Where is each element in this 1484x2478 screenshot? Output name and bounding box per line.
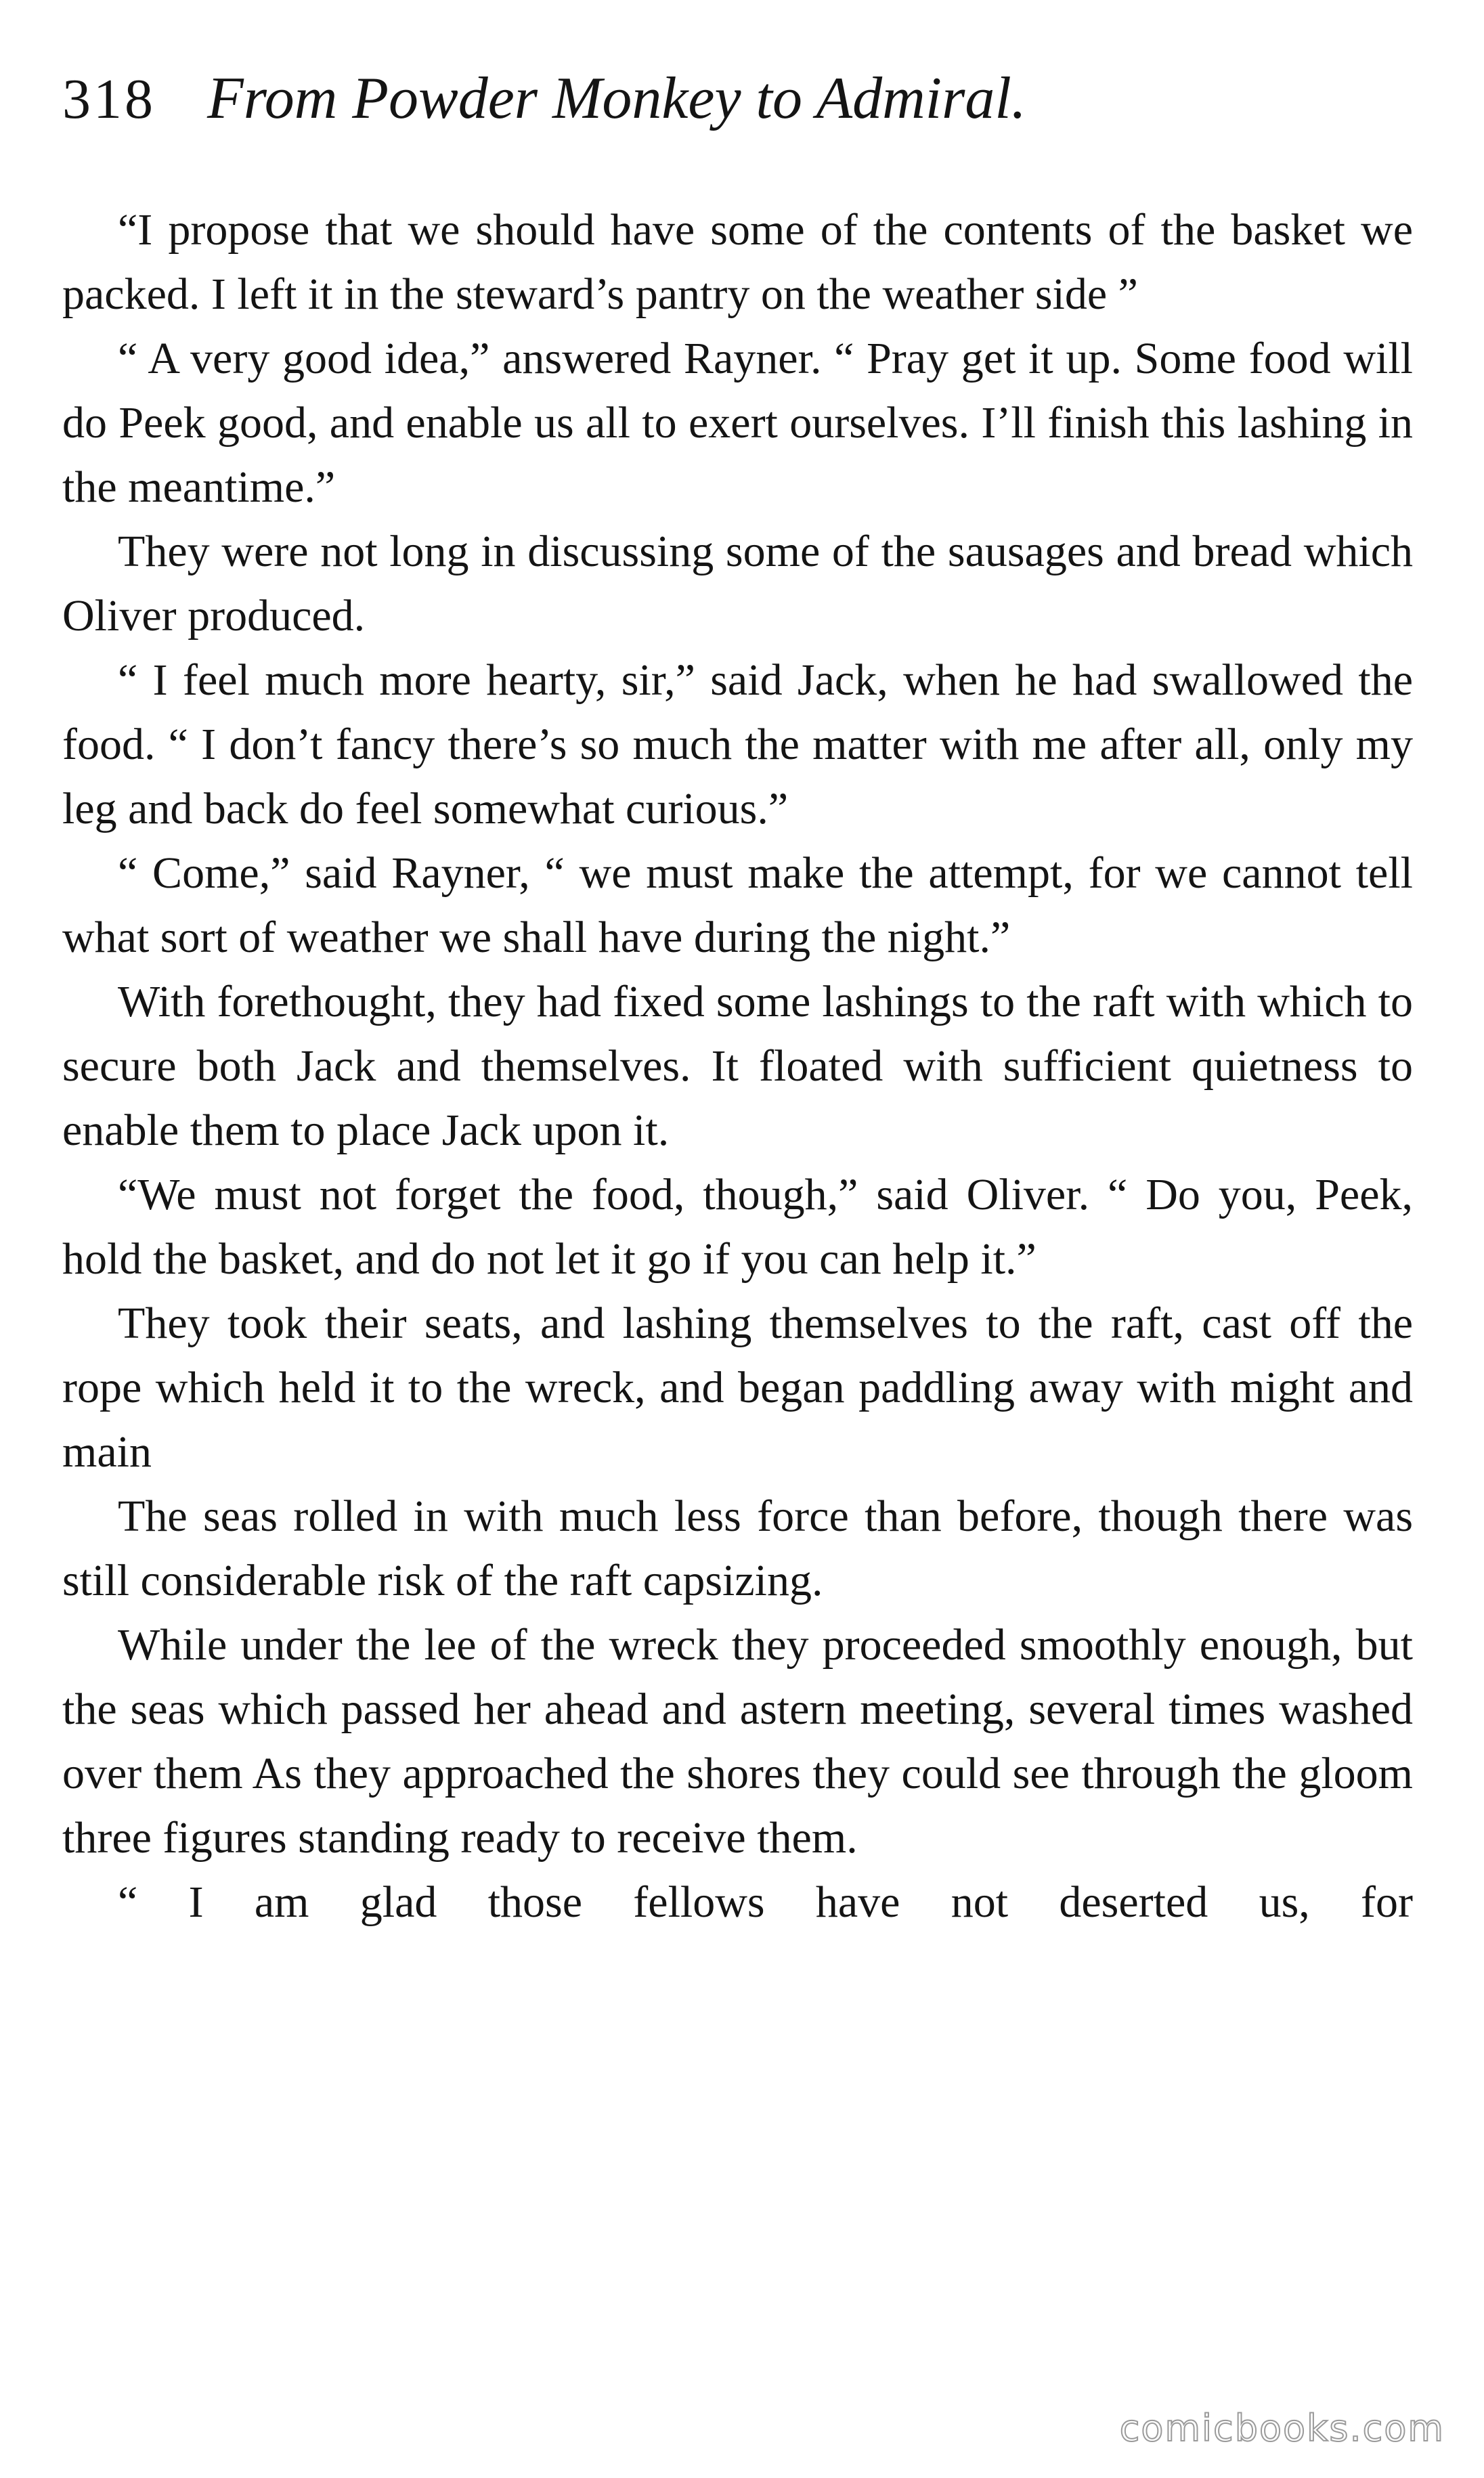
paragraph: “ A very good idea,” answered Rayner. “ Pray get it up. Some food will do Peek good, and enable us all to exert ourselves. I’ll finish this lashing in the meantime.”: [62, 334, 1413, 512]
page-header: [62, 64, 1416, 152]
paragraph: They took their seats, and lashing themselves to the raft, cast off the rope which held it to the wreck, and began paddling away with might and main: [62, 1299, 1413, 1477]
running-title: From Powder Monkey to Admiral.: [207, 66, 1026, 131]
paragraph: While under the lee of the wreck they proceeded smoothly enough, but the seas which passed her ahead and astern meeting, several times washed over them As they approached the shores they could see through the gloom three figures standing ready to receive them.: [62, 1620, 1413, 1863]
paragraph: The seas rolled in with much less force than before, though there was still considerable risk of the raft capsizing.: [62, 1492, 1413, 1605]
watermark: comicbooks.com: [1119, 2407, 1445, 2450]
page-number: 318: [62, 68, 156, 131]
paragraph: With forethought, they had fixed some lashings to the raft with which to secure both Jack and themselves. It floated with sufficient quietness to enable them to place Jack upon it.: [62, 977, 1413, 1155]
paragraph: They were not long in discussing some of the sausages and bread which Oliver produced.: [62, 527, 1413, 640]
paragraph: “I propose that we should have some of the contents of the basket we packed. I left it in the steward’s pantry on the weather side ”: [62, 205, 1413, 319]
paragraph: “We must not forget the food, though,” said Oliver. “ Do you, Peek, hold the basket, and do not let it go if you can help it.”: [62, 1170, 1413, 1284]
paragraph-continued: “ I am glad those fellows have not deserted us, for: [118, 1877, 1413, 1927]
paragraph: “ I feel much more hearty, sir,” said Jack, when he had swallowed the food. “ I don’t fancy there’s so much the matter with me after all, only my leg and back do feel somewhat curious.”: [62, 655, 1413, 833]
paragraph: “ Come,” said Rayner, “ we must make the attempt, for we cannot tell what sort of weather we shall have during the night.”: [62, 848, 1413, 962]
body-text: [62, 198, 1413, 1934]
